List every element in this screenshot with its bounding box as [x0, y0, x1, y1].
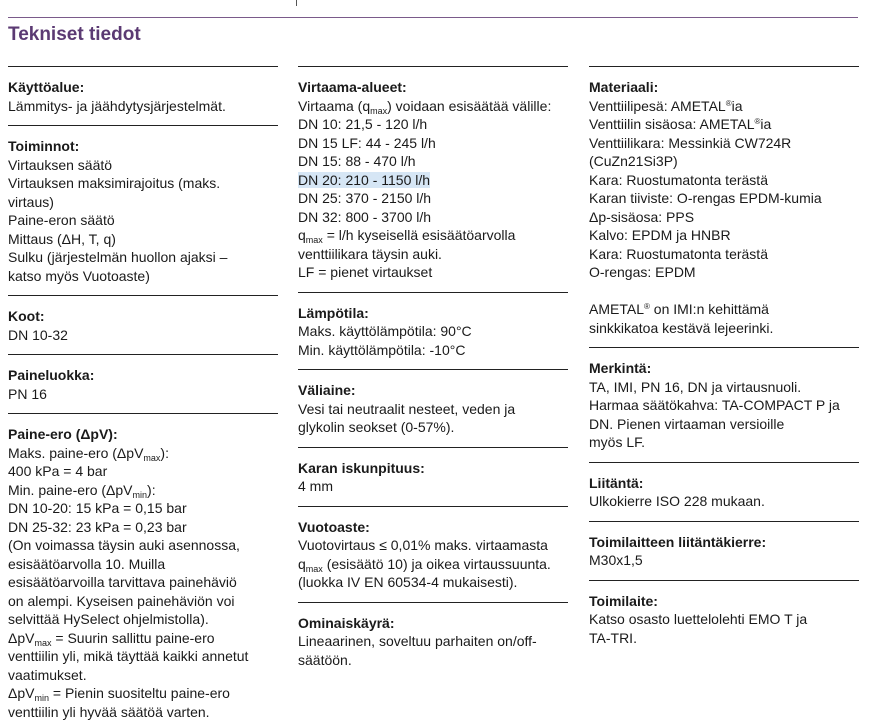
text-line: DN 25-32: 23 kPa = 0,23 bar	[8, 518, 187, 535]
section-koot	[8, 295, 278, 344]
text-line: Vuotovirtaus ≤ 0,01% maks. virtaamasta	[298, 537, 548, 553]
text-line: 400 kPa = 4 bar	[8, 463, 108, 479]
text-line: Venttiilin sisäosa: AMETAL®ia	[589, 116, 772, 132]
text-line: DN 15: 88 - 470 l/h	[298, 153, 416, 169]
text-line: esisäätöarvoilla tarvittava painehäviö	[8, 574, 237, 590]
text-line: TA, IMI, PN 16, DN ja virtausnuoli.	[589, 378, 802, 395]
section-liitanta	[589, 462, 859, 511]
text-line: Lämmitys- ja jäähdytysjärjestelmät.	[8, 97, 226, 114]
section-paine-ero	[8, 413, 278, 721]
text-line: LF = pienet virtaukset	[298, 264, 433, 280]
section-heading: Ominaiskäyrä:	[298, 614, 395, 631]
text-line: Kara: Ruostumatonta terästä	[589, 171, 768, 188]
section-materiaali	[589, 66, 859, 337]
section-toimilaite	[589, 580, 859, 648]
text-line: (On voimassa täysin auki asennossa,	[8, 537, 240, 553]
text-line: selvittää HySelect ohjelmistolla).	[8, 611, 209, 627]
text-line: Virtauksen maksimirajoitus (maks.	[8, 175, 221, 191]
text-line: venttiilikara täysin auki.	[298, 245, 442, 262]
text-line: Kara: Ruostumatonta terästä	[589, 245, 768, 262]
text-line: O-rengas: EPDM	[589, 264, 696, 280]
text-line: Paine-eron säätö	[8, 212, 115, 228]
text-line: DN. Pienen virtaaman versioille	[589, 415, 785, 432]
section-heading: Toimilaitteen liitäntäkierre:	[589, 533, 767, 550]
section-heading: Karan iskunpituus:	[298, 459, 425, 476]
text-line: säätöön.	[298, 651, 352, 668]
text-line: (CuZn21Si3P)	[589, 153, 678, 169]
text-line: ΔpV$_{min}$ = Pienin suositeltu paine-ero	[8, 685, 230, 703]
text-line: Lineaarinen, soveltuu parhaiten on/off-	[298, 633, 537, 649]
section-heading: Virtaama-alueet:	[298, 79, 407, 95]
text-line: esisäätöarvolla 10. Muilla	[8, 555, 166, 572]
section-merkinta	[589, 347, 859, 452]
text-line: katso myös Vuotoaste)	[8, 267, 150, 284]
text-line: Sulku (järjestelmän huollon ajaksi –	[8, 249, 228, 265]
text-line: DN 10-20: 15 kPa = 0,15 bar	[8, 500, 187, 516]
section-heading: Materiaali:	[589, 79, 659, 95]
text-line: vaatimukset.	[8, 666, 87, 683]
section-heading: Liitäntä:	[589, 474, 644, 491]
section-heading: Käyttöalue:	[8, 79, 85, 95]
text-line: Ulkokierre ISO 228 mukaan.	[589, 493, 765, 509]
text-line: Karan tiiviste: O-rengas EPDM-kumia	[589, 190, 822, 206]
text-line: TA-TRI.	[589, 629, 637, 646]
section-heading: Merkintä:	[589, 360, 652, 376]
section-karan-iskunpituus	[298, 447, 568, 496]
column-3	[589, 66, 859, 647]
top-tick-mark	[296, 0, 297, 6]
text-line-highlighted	[298, 171, 568, 190]
text-line: Δp-sisäosa: PPS	[589, 208, 695, 225]
text-line: Katso osasto luettelolehti EMO T ja	[589, 611, 808, 627]
text-line: Min. paine-ero (ΔpV$_{min}$):	[8, 481, 156, 500]
selection-highlight[interactable]: DN 20: 210 - 1150 l/h	[298, 171, 431, 188]
section-toiminnot	[8, 125, 278, 285]
text-line: Venttiilikara: Messinkiä CW724R	[589, 134, 792, 151]
text-line: DN 32: 800 - 3700 l/h	[298, 208, 432, 225]
text-line: Kalvo: EPDM ja HNBR	[589, 227, 731, 243]
text-line: AMETAL® on IMI:n kehittämä	[589, 301, 769, 317]
text-line: Virtauksen säätö	[8, 156, 113, 173]
page-title: Tekniset tiedot	[8, 24, 141, 45]
text-line: DN 15 LF: 44 - 245 l/h	[298, 134, 436, 151]
section-ominaiskayra	[298, 602, 568, 670]
text-line: (luokka IV EN 60534-4 mukaisesti).	[298, 574, 518, 590]
section-heading: Lämpötila:	[298, 304, 369, 321]
text-line: Mittaus (ΔH, T, q)	[8, 230, 116, 247]
text-line: Vesi tai neutraalit nesteet, veden ja	[298, 400, 516, 417]
text-line: sinkkikatoa kestävä lejeerinki.	[589, 319, 774, 336]
text-line: glykolin seokset (0-57%).	[298, 419, 455, 435]
column-2	[298, 66, 568, 669]
text-line: DN 25: 370 - 2150 l/h	[298, 190, 432, 206]
section-lampotila	[298, 292, 568, 360]
text-line: 4 mm	[298, 478, 333, 494]
text-line: ΔpV$_{max}$ = Suurin sallittu paine-ero	[8, 629, 215, 648]
section-heading: Toimilaite:	[589, 592, 658, 609]
text-line: Maks. paine-ero (ΔpV$_{max}$):	[8, 444, 169, 463]
text-line: $q_{max} = l/h$ kyseisellä esisäätöarvolla	[298, 227, 516, 245]
title-rule	[8, 17, 858, 18]
text-line: venttiilin yli, mikä täyttää kaikki annetut	[8, 648, 249, 664]
section-virtaama-alueet	[298, 66, 568, 282]
text-line: Venttiilipesä: AMETAL®ia	[589, 97, 743, 114]
text-line: DN 10: 21,5 - 120 l/h	[298, 116, 428, 132]
text-line: Maks. käyttölämpötila: 90°C	[298, 323, 472, 339]
text-line: venttiilin yli hyvää säätöä varten.	[8, 703, 210, 720]
section-heading: Koot:	[8, 308, 45, 324]
section-heading: Väliaine:	[298, 382, 356, 398]
section-kayttoalue	[8, 66, 278, 115]
section-heading: Paineluokka:	[8, 367, 95, 383]
section-valiaine	[298, 369, 568, 437]
section-heading: Toiminnot:	[8, 138, 80, 154]
text-line: Harmaa säätökahva: TA-COMPACT P ja	[589, 397, 840, 413]
text-line: $q_{max}$ (esisäätö 10) ja oikea virtaussuunta.	[298, 555, 551, 574]
text-line: myös LF.	[589, 434, 646, 450]
text-line: on alempi. Kyseisen painehäviön voi	[8, 592, 235, 609]
section-heading: Paine-ero (ΔpV):	[8, 426, 118, 442]
text-line: M30x1,5	[589, 552, 643, 568]
text-line: Min. käyttölämpötila: -10°C	[298, 341, 466, 358]
section-toimilaitteen-liitantakierre	[589, 521, 859, 570]
text-line: DN 10-32	[8, 326, 68, 343]
text-line: PN 16	[8, 385, 47, 402]
text-line: virtaus)	[8, 193, 54, 210]
section-heading: Vuotoaste:	[298, 518, 370, 535]
column-1	[8, 66, 278, 721]
text-line: Virtaama $(q_{max})$ voidaan esisäätää välille:	[298, 97, 552, 116]
section-vuotoaste	[298, 506, 568, 592]
section-paineluokka	[8, 354, 278, 403]
